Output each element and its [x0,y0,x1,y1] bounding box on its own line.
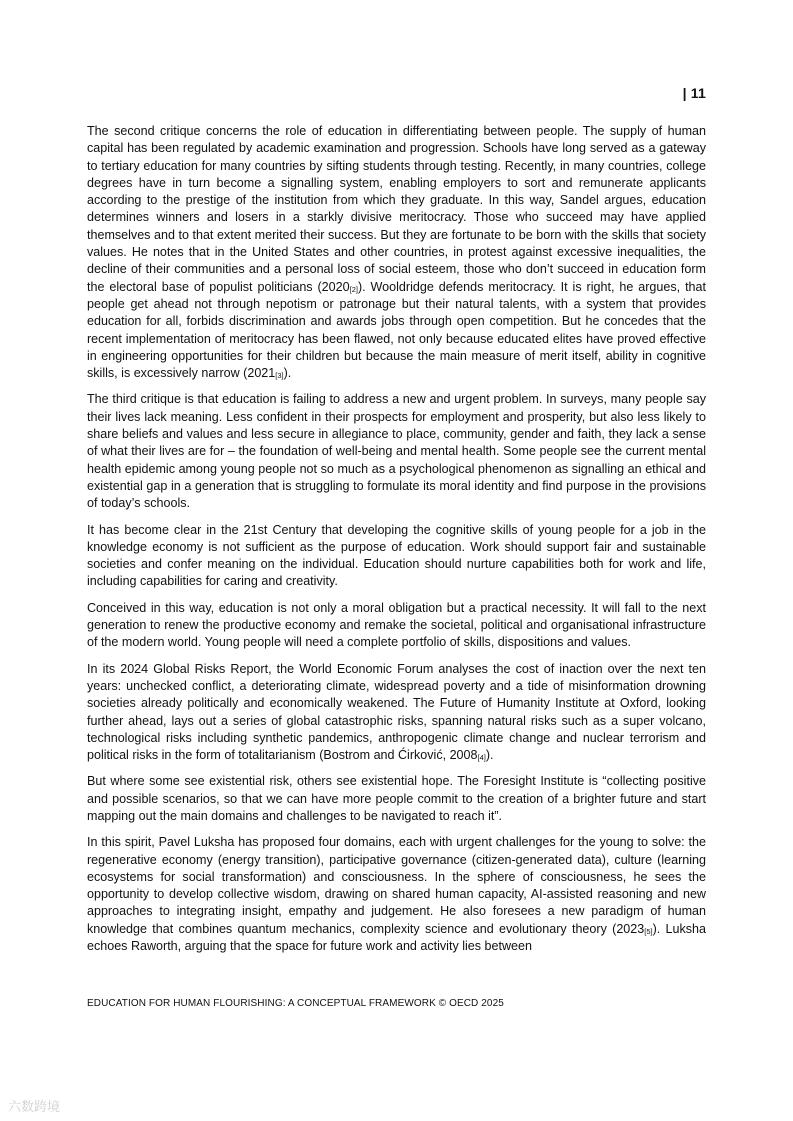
paragraph-text: In its 2024 Global Risks Report, the World Economic Forum analyses the cost of inaction over the next ten years: unchecked conflict, a deteriorating climate, widespread poverty and a tide of misinformation drowning societies already politically and economically weakened. The Future of Humanity Institute at Oxford, looking further ahead, lays out a series of global catastrophic risks, spanning natural risks such as a super volcano, technological risks including synthetic pandemics, anthropogenic climate change and nuclear terrorism and political risks in the form of totalitarianism (Bostrom and Ćirković, 2008 [87,661,706,763]
paragraph-text: ). Luksha echoes Raworth, arguing that the space for future work and activity lies between [87,921,706,954]
page-footer: EDUCATION FOR HUMAN FLOURISHING: A CONCEPTUAL FRAMEWORK © OECD 2025 [87,998,504,1009]
paragraph [87,600,706,652]
watermark-logo: 六数跨境 [8,1099,61,1114]
paragraph-text: The third critique is that education is failing to address a new and urgent problem. In surveys, many people say their lives lack meaning. Less confident in their prospects for employment and prosperity, but also less likely to share beliefs and values and less secure in allegiance to place, community, gender and faith, they lack a sense of what their lives are for – the foundation of well-being and mental health. Some people see the current mental health epidemic among young people not so much as a psychological phenomenon as signalling an ethical and existential gap in a generation that is struggling to formulate its moral identity and find purpose in the provisions of today’s schools. [87,392,706,511]
paragraph [87,773,706,825]
paragraph-text: ). Wooldridge defends meritocracy. It is right, he argues, that people get ahead not through nepotism or patronage but their natural talents, with a system that provides education for all, forbids discrimination and awards jobs through open competition. But he concedes that the recent implementation of meritocracy has been flawed, not only because educated elites have proved effective in engineering opportunities for their children but because the main measure of merit itself, ability in cognitive skills, is excessively narrow (2021 [87,279,706,381]
paragraph-text: The second critique concerns the role of education in differentiating between people. The supply of human capital has been regulated by academic examination and progression. Schools have long served as a gateway to tertiary education for many countries by sifting students through testing. Recently, in many countries, college degrees have in turn become a signalling system, enabling employers to sort and remunerate applicants according to the prestige of the institution from which they graduate. In this way, Sandel argues, education determines winners and losers in a starkly divisive meritocracy. Those who succeed may have applied themselves and to that extent merited their success. But they are fortunate to be born with the skills that society values. He notes that in the United States and other countries, in protest against excessive inequalities, the decline of their communities and a personal loss of social esteem, those who don’t succeed in education form the electoral base of populist politicians (2020 [87,124,706,294]
page-number: | 11 [682,85,706,101]
citation-reference: [2] [349,284,358,294]
paragraph-text: ). [485,748,494,763]
paragraph-text: In this spirit, Pavel Luksha has proposed four domains, each with urgent challenges for the young to solve: the regenerative economy (energy transition), participative governance (citizen-generated data), culture (learning ecosystems for social transformation) and consciousness. In the sphere of consciousness, he sees the opportunity to develop collective wisdom, drawing on shared human capacity, AI-assisted reasoning and new approaches to integrating insight, empathy and judgement. He also foresees a new paradigm of human knowledge that combines quantum mechanics, complexity science and evolutionary theory (2023 [87,835,706,936]
paragraph [87,123,706,382]
paragraph [87,661,706,765]
paragraph [87,391,706,512]
citation-reference: [3] [275,371,284,381]
paragraph [87,522,706,591]
paragraph-text: But where some see existential risk, others see existential hope. The Foresight Institute is “collecting positive and possible scenarios, so that we can have more people commit to the creation of a brighter future and start mapping out the main domains and challenges to be navigated to reach it”. [87,774,706,823]
body-text [87,123,706,964]
citation-reference: [5] [644,926,653,936]
citation-reference: [4] [477,753,486,763]
paragraph [87,834,706,955]
paragraph-text: It has become clear in the 21st Century that developing the cognitive skills of young people for a job in the knowledge economy is not sufficient as the purpose of education. Work should support fair and sustainable societies and confer meaning on the individual. Education should nurture capabilities both for work and life, including capabilities for caring and creativity. [87,522,706,589]
paragraph-text: ). [283,366,292,381]
paragraph-text: Conceived in this way, education is not only a moral obligation but a practical necessity. It will fall to the next generation to renew the productive economy and remake the societal, political and organisational infrastructure of the modern world. Young people will need a complete portfolio of skills, dispositions and values. [87,600,706,650]
